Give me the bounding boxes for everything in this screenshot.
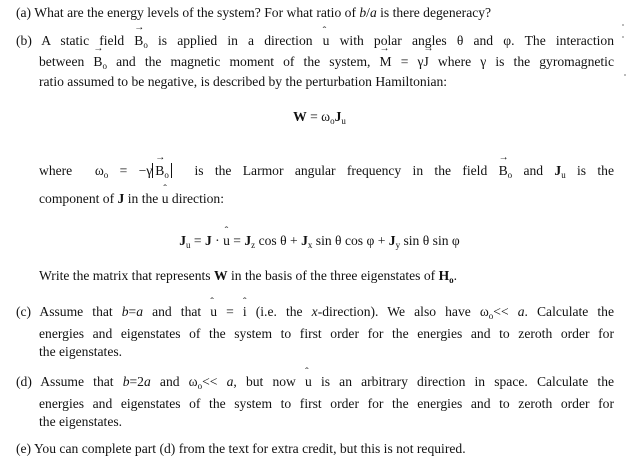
part-e: (e) You can complete part (d) from the text for extra credit, but this is not required. <box>16 441 466 456</box>
part-d-line-2: energies and eigenstates of the system to first order for the energies and to zeroth order for <box>39 396 614 411</box>
part-b-line-6: Write the matrix that represents W in the basis of the three eigenstates of $H_o$. <box>39 268 458 285</box>
margin-speck <box>622 24 624 26</box>
part-b-line-5: component of J in the ˆ u direction: <box>39 190 224 208</box>
part-c-line-2: energies and eigenstates of the system to first order for the energies and to zeroth order for <box>39 326 614 341</box>
equation-ju: $J_u = J$ · ˆ $u = J_z$ $\cos \theta + J_x$ sin θ $\cos \varphi + J_y$ sin θ sin φ <box>0 232 639 254</box>
equation-hamiltonian: $W = \omega_oJ_u$ <box>293 109 346 126</box>
margin-speck <box>624 74 626 76</box>
part-b-line-2: between → $B_o$ and the magnetic moment of the system, → M = γ→ J where γ is the gyromagnetic <box>39 53 614 75</box>
part-c-line-3: the eigenstates. <box>39 344 123 359</box>
part-b-line-4: where $\omega_o = -\gamma\to B_o$ is the Larmor angular frequency in the field → $B_o$ and $J_u$ is the <box>39 162 614 184</box>
margin-speck <box>622 36 624 38</box>
part-b-line-3: ratio assumed to be negative, is described by the perturbation Hamiltonian: <box>39 74 448 89</box>
part-d-line-3: the eigenstates. <box>39 414 123 429</box>
part-a: (a) What are the energy levels of the system? For what ratio of b/a is there degeneracy? <box>16 5 492 20</box>
part-b-line-1: (b) A static field → $B_o$ is applied in a direction ˆ u with polar angles θ and φ. The interaction <box>16 32 614 54</box>
part-c-line-1: (c) Assume that b=a and that ˆ u = ˆ i (i.e. the x-direction). We also have $\omega_o<< a$. Calculate the <box>16 303 614 325</box>
part-d-line-1: (d) Assume that b=2a and $\omega_o<< a$, but now ˆ u is an arbitrary direction in space. Calculate the <box>16 373 614 395</box>
